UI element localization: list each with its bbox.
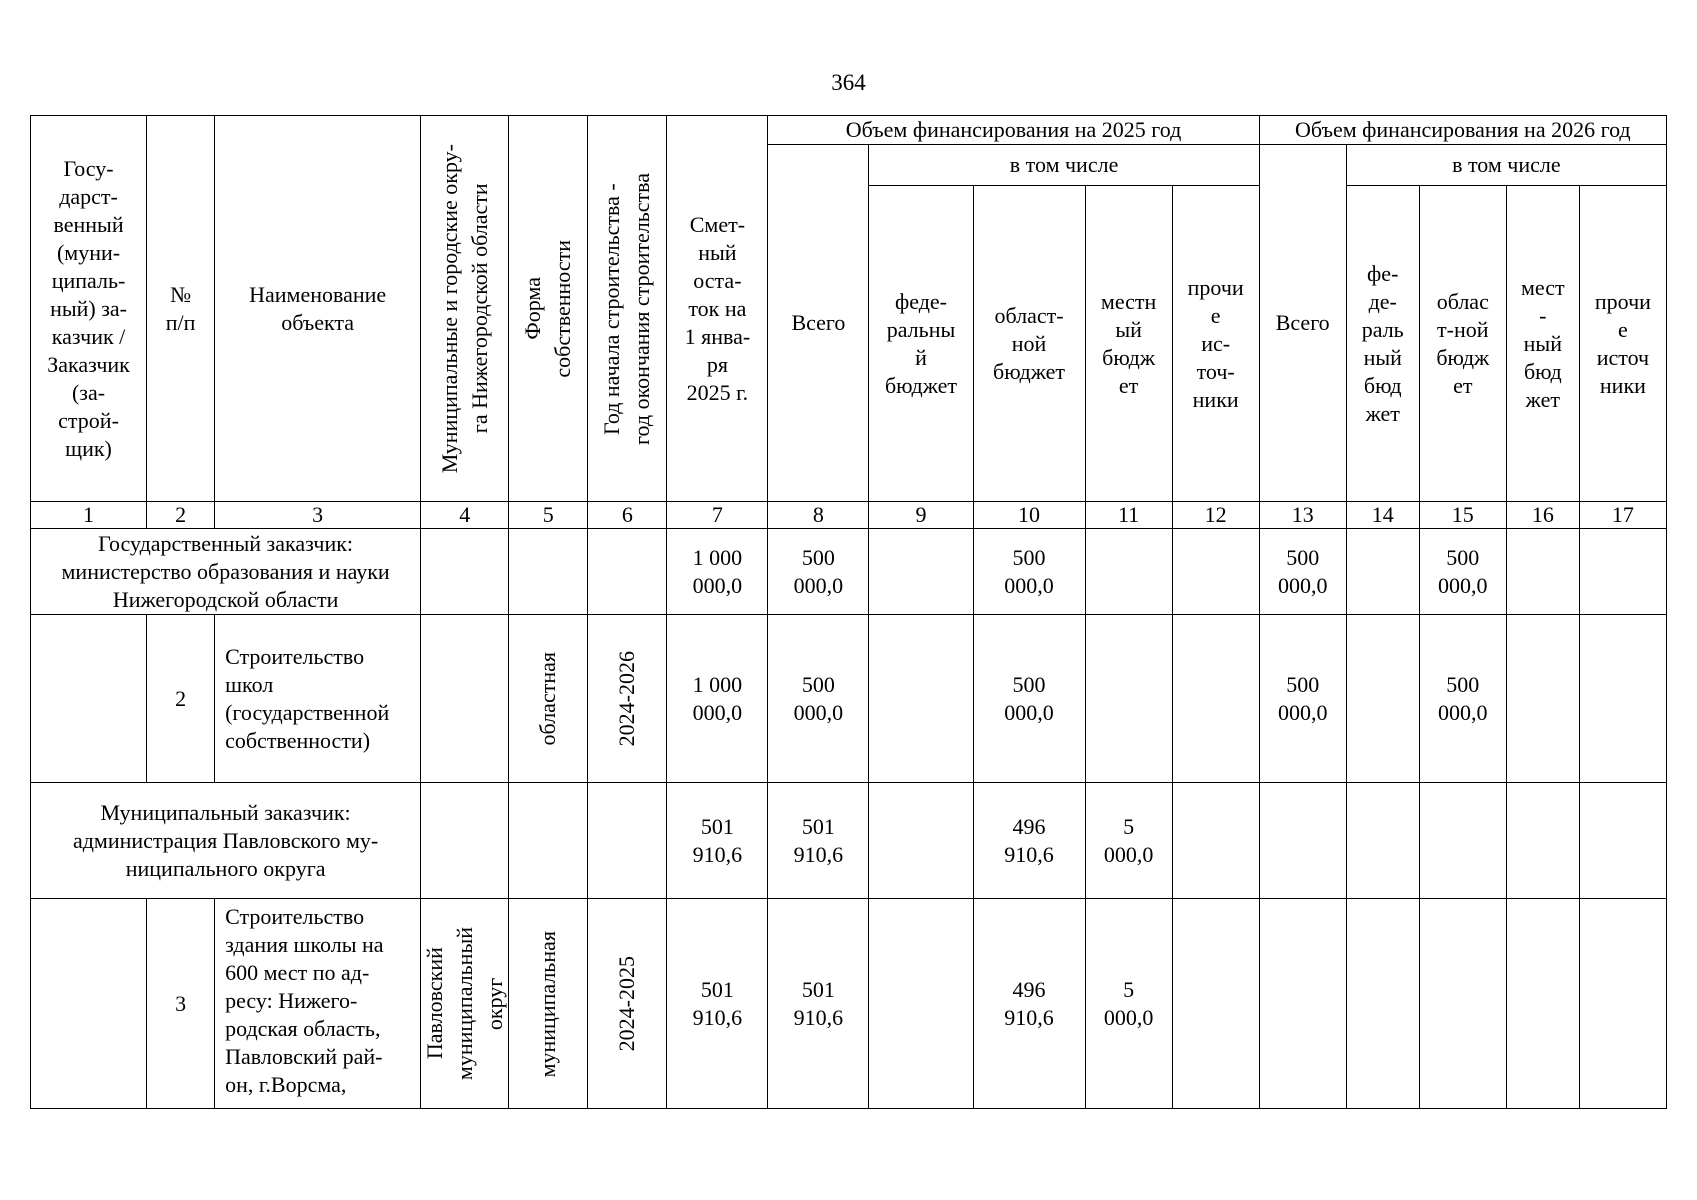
empty-cell	[1346, 783, 1419, 899]
object-construction-years	[588, 615, 667, 783]
state-customer-row	[31, 529, 1667, 615]
object-ownership-form	[509, 615, 588, 783]
column-number: 1	[31, 502, 147, 529]
header-district-text: Муниципальные и городские окру- га Нижегородской области	[436, 144, 492, 474]
empty-cell	[1346, 615, 1419, 783]
empty-cell	[1346, 529, 1419, 615]
column-number: 16	[1506, 502, 1579, 529]
object-row-2	[31, 615, 1667, 783]
column-number: 6	[588, 502, 667, 529]
empty-cell	[1259, 899, 1346, 1109]
column-number: 7	[667, 502, 768, 529]
empty-cell	[1419, 899, 1506, 1109]
object-ownership-form-text: муниципальная	[535, 930, 561, 1077]
empty-cell	[869, 899, 973, 1109]
header-construction-years	[588, 116, 667, 502]
state-2025-regional: 500 000,0	[973, 529, 1085, 615]
empty-cell	[588, 783, 667, 899]
column-number: 13	[1259, 502, 1346, 529]
object-number: 2	[147, 615, 215, 783]
empty-cell	[1172, 615, 1259, 783]
object-ownership-form-text: областная	[535, 651, 561, 746]
header-customer: Госу- дарст- венный (муни- ципаль- ный) за- казчик / Заказчик (за- строй- щик)	[31, 116, 147, 502]
empty-cell	[1419, 783, 1506, 899]
column-number: 14	[1346, 502, 1419, 529]
empty-cell	[1579, 899, 1666, 1109]
empty-cell	[509, 529, 588, 615]
object-district	[421, 899, 509, 1109]
empty-cell	[31, 615, 147, 783]
header-estimated-balance: Смет- ный оста- ток на 1 янва- ря 2025 г.	[667, 116, 768, 502]
header-row-1	[31, 116, 1667, 145]
header-2026-total: Всего	[1259, 145, 1346, 502]
header-2026-federal: фе- де- раль ный бюд жет	[1346, 186, 1419, 502]
header-2026-other: прочи е источ ники	[1579, 186, 1666, 502]
financing-table-wrapper	[30, 115, 1667, 1109]
object-estimated-balance: 1 000 000,0	[667, 615, 768, 783]
empty-cell	[1506, 783, 1579, 899]
object-construction-years	[588, 899, 667, 1109]
object-2025-local: 5 000,0	[1085, 899, 1172, 1109]
empty-cell	[1259, 783, 1346, 899]
empty-cell	[1506, 615, 1579, 783]
empty-cell	[1506, 899, 1579, 1109]
state-estimated-balance: 1 000 000,0	[667, 529, 768, 615]
empty-cell	[1172, 529, 1259, 615]
empty-cell	[1579, 529, 1666, 615]
object-2026-total: 500 000,0	[1259, 615, 1346, 783]
column-number: 17	[1579, 502, 1666, 529]
empty-cell	[869, 529, 973, 615]
object-2026-regional: 500 000,0	[1419, 615, 1506, 783]
header-2025-regional: област- ной бюджет	[973, 186, 1085, 502]
header-2026-including: в том числе	[1346, 145, 1666, 186]
header-2026-regional: облас т-ной бюдж ет	[1419, 186, 1506, 502]
object-name: Строительство школ (государственной собственности)	[215, 615, 421, 783]
header-ownership-form-text: Форма собственности	[520, 239, 576, 378]
empty-cell	[1579, 783, 1666, 899]
column-number: 4	[421, 502, 509, 529]
header-district	[421, 116, 509, 502]
empty-cell	[421, 615, 509, 783]
header-2025-federal: феде- ральны й бюджет	[869, 186, 973, 502]
object-row-3	[31, 899, 1667, 1109]
column-number: 3	[215, 502, 421, 529]
empty-cell	[1506, 529, 1579, 615]
header-number: № п/п	[147, 116, 215, 502]
header-financing-2025: Объем финансирования на 2025 год	[768, 116, 1259, 145]
header-object-name: Наименование объекта	[215, 116, 421, 502]
column-number: 15	[1419, 502, 1506, 529]
object-number: 3	[147, 899, 215, 1109]
empty-cell	[1579, 615, 1666, 783]
state-2026-total: 500 000,0	[1259, 529, 1346, 615]
header-2026-local: мест - ный бюд жет	[1506, 186, 1579, 502]
empty-cell	[588, 529, 667, 615]
header-construction-years-text: Год начала строительства - год окончания строительства	[599, 172, 655, 445]
column-number: 8	[768, 502, 869, 529]
object-2025-regional: 500 000,0	[973, 615, 1085, 783]
object-2025-total: 501 910,6	[768, 899, 869, 1109]
header-ownership-form	[509, 116, 588, 502]
municipal-2025-regional: 496 910,6	[973, 783, 1085, 899]
object-estimated-balance: 501 910,6	[667, 899, 768, 1109]
empty-cell	[421, 529, 509, 615]
object-ownership-form	[509, 899, 588, 1109]
header-2025-other: прочи е ис- точ- ники	[1172, 186, 1259, 502]
empty-cell	[869, 615, 973, 783]
empty-cell	[509, 783, 588, 899]
column-number: 12	[1172, 502, 1259, 529]
column-number: 2	[147, 502, 215, 529]
object-2025-regional: 496 910,6	[973, 899, 1085, 1109]
object-name: Строительство здания школы на 600 мест по ад- ресу: Нижего- родская область, Павловский рай- он, г.Ворсма,	[215, 899, 421, 1109]
empty-cell	[1172, 783, 1259, 899]
empty-cell	[421, 783, 509, 899]
empty-cell	[1346, 899, 1419, 1109]
header-financing-2026: Объем финансирования на 2026 год	[1259, 116, 1666, 145]
object-district-text: Павловский муниципальный округ	[421, 927, 507, 1081]
header-2025-including: в том числе	[869, 145, 1259, 186]
header-2025-total: Всего	[768, 145, 869, 502]
state-2026-regional: 500 000,0	[1419, 529, 1506, 615]
empty-cell	[869, 783, 973, 899]
header-2025-local: местн ый бюдж ет	[1085, 186, 1172, 502]
column-number: 5	[509, 502, 588, 529]
column-number-row	[31, 502, 1667, 529]
empty-cell	[1085, 529, 1172, 615]
municipal-customer-row	[31, 783, 1667, 899]
municipal-2025-local: 5 000,0	[1085, 783, 1172, 899]
municipal-estimated-balance: 501 910,6	[667, 783, 768, 899]
object-construction-years-text: 2024-2025	[614, 956, 640, 1052]
state-customer-label: Государственный заказчик: министерство образования и науки Нижегородской области	[31, 529, 421, 615]
municipal-customer-label: Муниципальный заказчик: администрация Павловского му- ниципального округа	[31, 783, 421, 899]
column-number: 11	[1085, 502, 1172, 529]
financing-table	[30, 115, 1667, 1109]
empty-cell	[1172, 899, 1259, 1109]
object-construction-years-text: 2024-2026	[614, 651, 640, 747]
municipal-2025-total: 501 910,6	[768, 783, 869, 899]
empty-cell	[31, 899, 147, 1109]
column-number: 9	[869, 502, 973, 529]
column-number: 10	[973, 502, 1085, 529]
page-number: 364	[831, 70, 866, 95]
empty-cell	[1085, 615, 1172, 783]
object-2025-total: 500 000,0	[768, 615, 869, 783]
state-2025-total: 500 000,0	[768, 529, 869, 615]
